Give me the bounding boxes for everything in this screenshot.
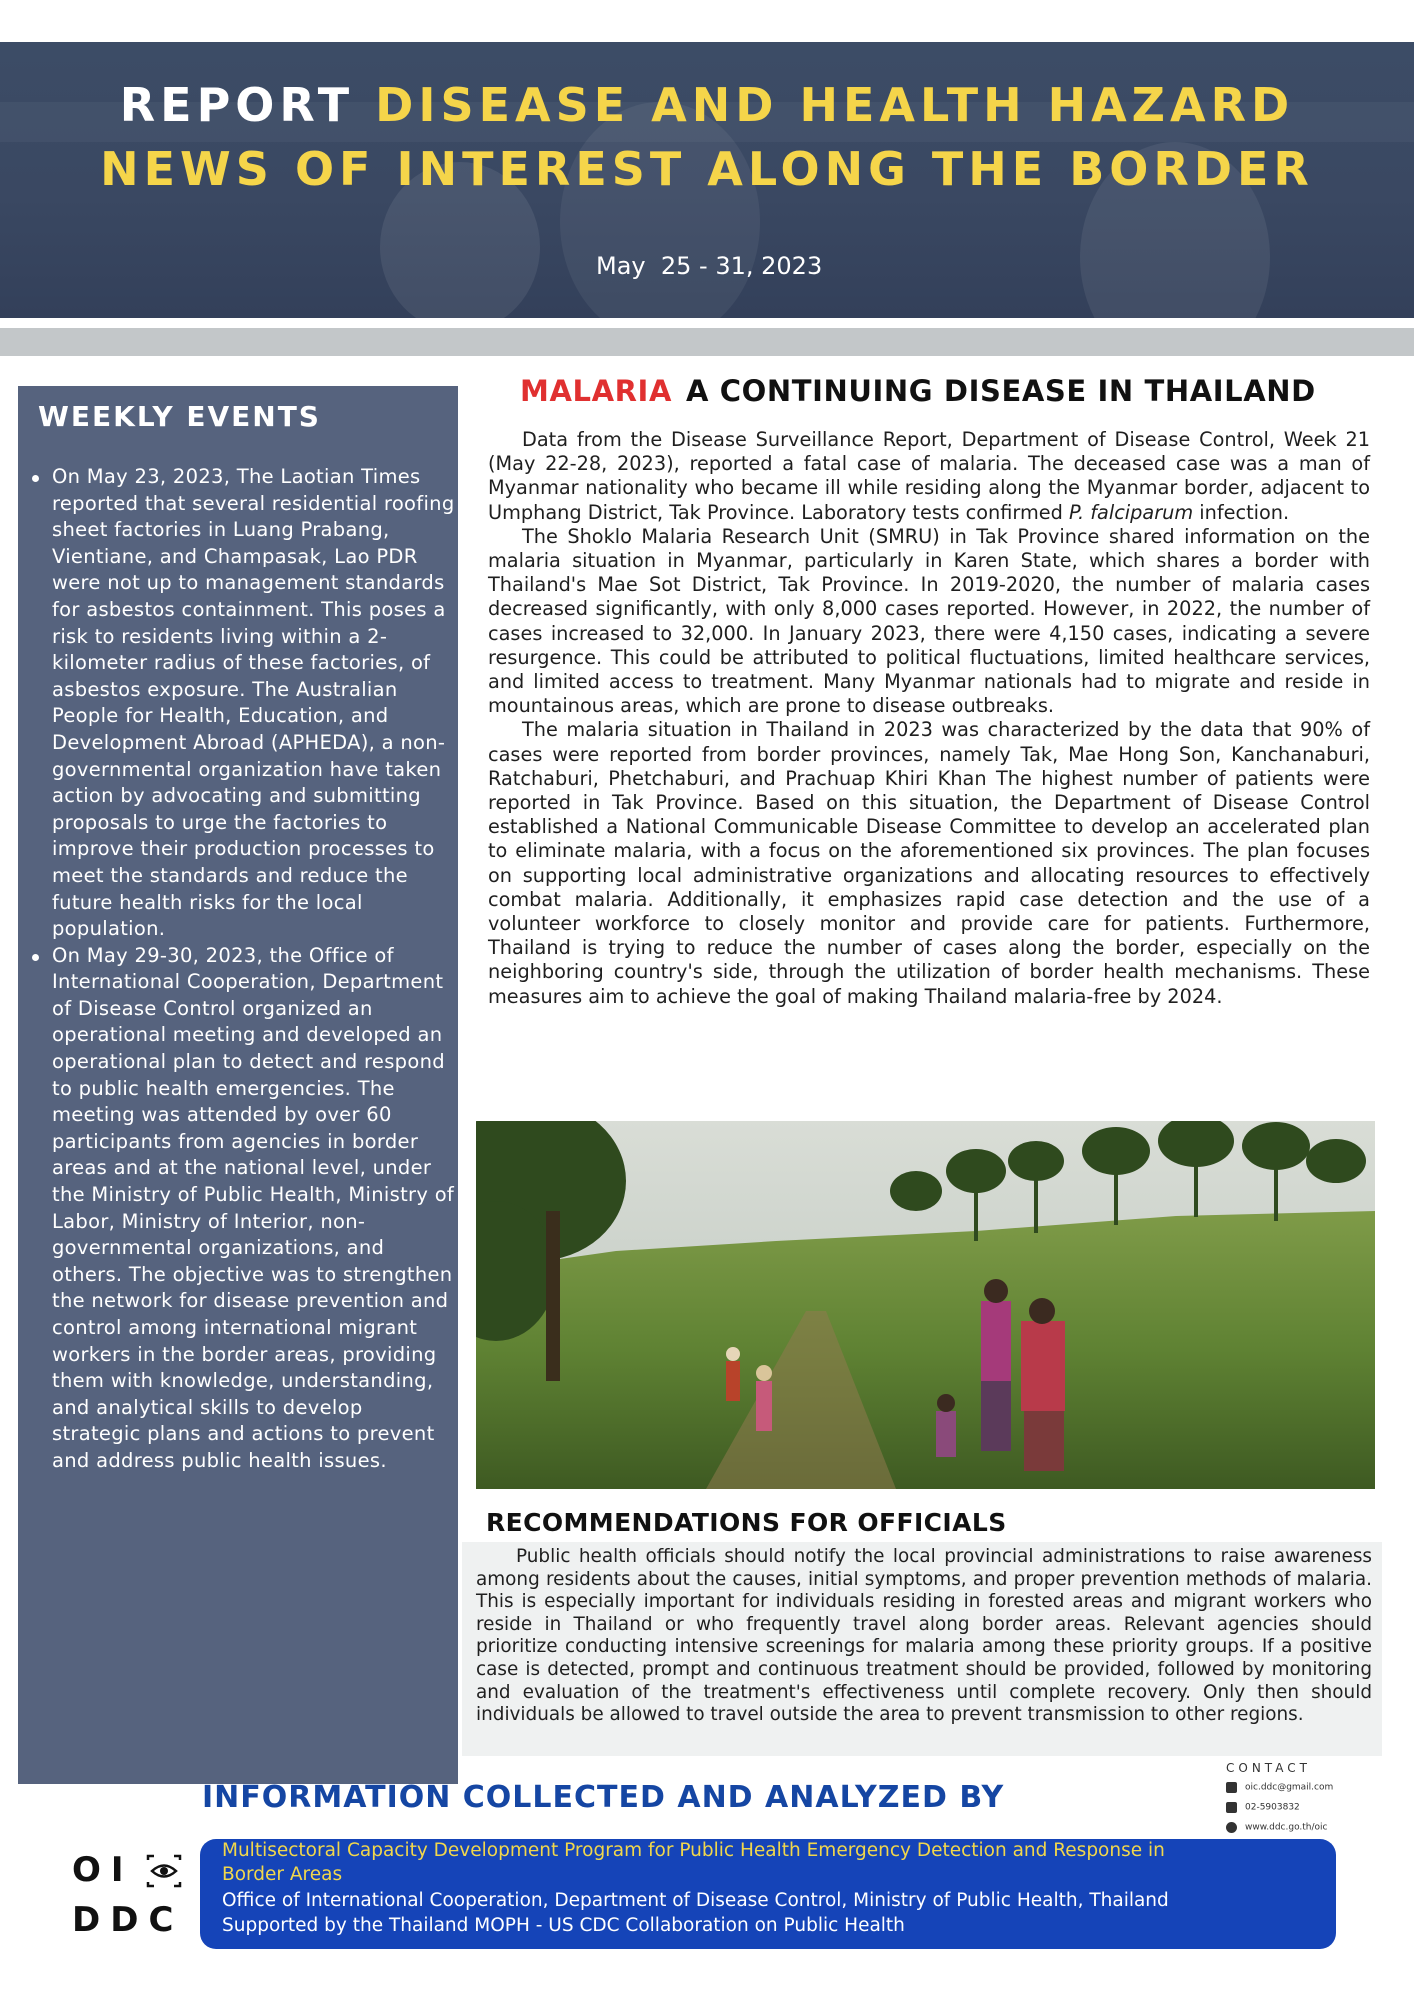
phone-icon [1226,1802,1237,1813]
contact-email[interactable]: oic.ddc@gmail.com [1226,1782,1376,1802]
weekly-events-heading: WEEKLY EVENTS [38,400,321,433]
weekly-event-item: On May 23, 2023, The Laotian Times reported that several residential roofing sheet factories in Luang Prabang, Vientiane, and Champasak, Lao PDR were not up to management standards for asbestos containment. This poses a risk to residents living within a 2-kilometer radius of these factories, of asbestos exposure. The Australian People for Health, Education, and Development Abroad (APHEDA), a non-governmental organization have taken action by advocating and submitting proposals to urge the factories to improve their production processes to meet the standards and reduce the future health risks for the local population. [28,464,456,943]
article-title-malaria: MALARIA [520,374,672,408]
program-info-box [200,1839,1336,1949]
recommendations-paragraph: Public health officials should notify the local provincial administrations to raise awareness among residents about the causes, initial symptoms, and proper prevention methods of malaria. This is especially important for individuals residing in forested areas and migrant workers who reside in Thailand or who frequently travel along border areas. Relevant agencies should prioritize conducting intensive screenings for malaria among these priority groups. If a positive case is detected, prompt and continuous treatment should be provided, followed by monitoring and evaluation of the treatment's effectiveness until complete recovery. Only then should individuals be allowed to travel outside the area to prevent transmission to other regions. [476,1546,1372,1726]
article-paragraph-2: The Shoklo Malaria Research Unit (SMRU) in Tak Province shared information on the malaria situation in Myanmar, particularly in Karen State, which shares a border with Thailand's Mae Sot District, Tak Province. In 2019-2020, the number of malaria cases decreased significantly, with only 8,000 cases reported. However, in 2022, the number of cases increased to 32,000. In January 2023, there were 4,150 cases, indicating a severe resurgence. This could be attributed to political fluctuations, limited healthcare services, and limited access to treatment. Many Myanmar nationals had to migrate and reside in mountainous areas, which are prone to disease outbreaks. [488,524,1370,718]
title-disease-hazard: DISEASE AND HEALTH HAZARD [375,78,1295,132]
contact-heading: CONTACT [1226,1761,1311,1775]
header-divider [0,328,1414,356]
pathogen-name: P. falciparum [1069,500,1194,524]
field-photo-illustration [476,1121,1375,1489]
support-line: Supported by the Thailand MOPH - US CDC Collaboration on Public Health [222,1915,905,1936]
recommendations-body [476,1546,1372,1727]
info-collected-heading: INFORMATION COLLECTED AND ANALYZED BY [202,1780,1005,1815]
contact-website[interactable]: www.ddc.go.th/oic [1226,1822,1376,1842]
recommendations-heading: RECOMMENDATIONS FOR OFFICIALS [486,1508,1007,1537]
field-photo [476,1121,1375,1489]
mail-icon [1226,1782,1237,1793]
article-paragraph-3: The malaria situation in Thailand in 2023 was characterized by the data that 90% of cases were reported from border provinces, namely Tak, Mae Hong Son, Kanchanaburi, Ratchaburi, Phetchaburi, and Prachuap Khiri Khan The highest number of patients were reported in Tak Province. Based on this situation, the Department of Disease Control established a National Communicable Disease Committee to develop an accelerated plan to eliminate malaria, with a focus on the aforementioned six provinces. The plan focuses on supporting local administrative organizations and allocating resources to effectively combat malaria. Additionally, it emphasizes rapid case detection and the use of a volunteer workforce to closely monitor and provide care for patients. Furthermore, Thailand is trying to reduce the number of cases along the border, especially on the neighboring country's side, through the utilization of border health mechanisms. These measures aim to achieve the goal of making Thailand malaria-free by 2024. [488,718,1370,1008]
oic-ddc-logo [72,1850,192,1950]
article-paragraph-1: Data from the Disease Surveillance Report, Department of Disease Control, Week 21 (May 22-28, 2023), reported a fatal case of malaria. The deceased case was a man of Myanmar nationality who became ill while residing along the Myanmar border, adjacent to Umphang District, Tak Province. Laboratory tests confirmed P. falciparum infection. [488,428,1370,524]
report-title-line2: NEWS OF INTEREST ALONG THE BORDER [100,142,1314,196]
weekly-events-panel [18,386,458,1784]
article-title-subject: A CONTINUING DISEASE IN THAILAND [686,374,1316,408]
organization-line: Office of International Cooperation, Department of Disease Control, Ministry of Public Health, Thailand [222,1890,1169,1911]
logo-ddc: DDC [72,1900,184,1940]
report-title-line1 [0,74,1414,136]
report-date: May 25 - 31, 2023 [596,252,823,280]
globe-icon [1226,1822,1237,1833]
weekly-events-list [28,464,456,1475]
logo-oi: OI [72,1850,134,1890]
article-title [520,374,1316,408]
weekly-event-item: On May 29-30, 2023, the Office of International Cooperation, Department of Disease Control organized an operational meeting and developed an operational plan to detect and respond to public health emergencies. The meeting was attended by over 60 participants from agencies in border areas and at the national level, under the Ministry of Public Health, Ministry of Labor, Ministry of Interior, non-governmental organizations, and others. The objective was to strengthen the network for disease prevention and control among international migrant workers in the border areas, providing them with knowledge, understanding, and analytical skills to develop strategic plans and actions to prevent and address public health issues. [28,943,456,1475]
program-name-line2: Border Areas [222,1864,343,1885]
eye-icon [146,1854,182,1888]
program-name-line1: Multisectoral Capacity Development Program for Public Health Emergency Detection and Response in [222,1840,1165,1861]
article-body [488,428,1370,1009]
title-report-word: REPORT [119,78,355,132]
header-banner [0,42,1414,318]
contact-phone[interactable]: 02-5903832 [1226,1802,1376,1822]
